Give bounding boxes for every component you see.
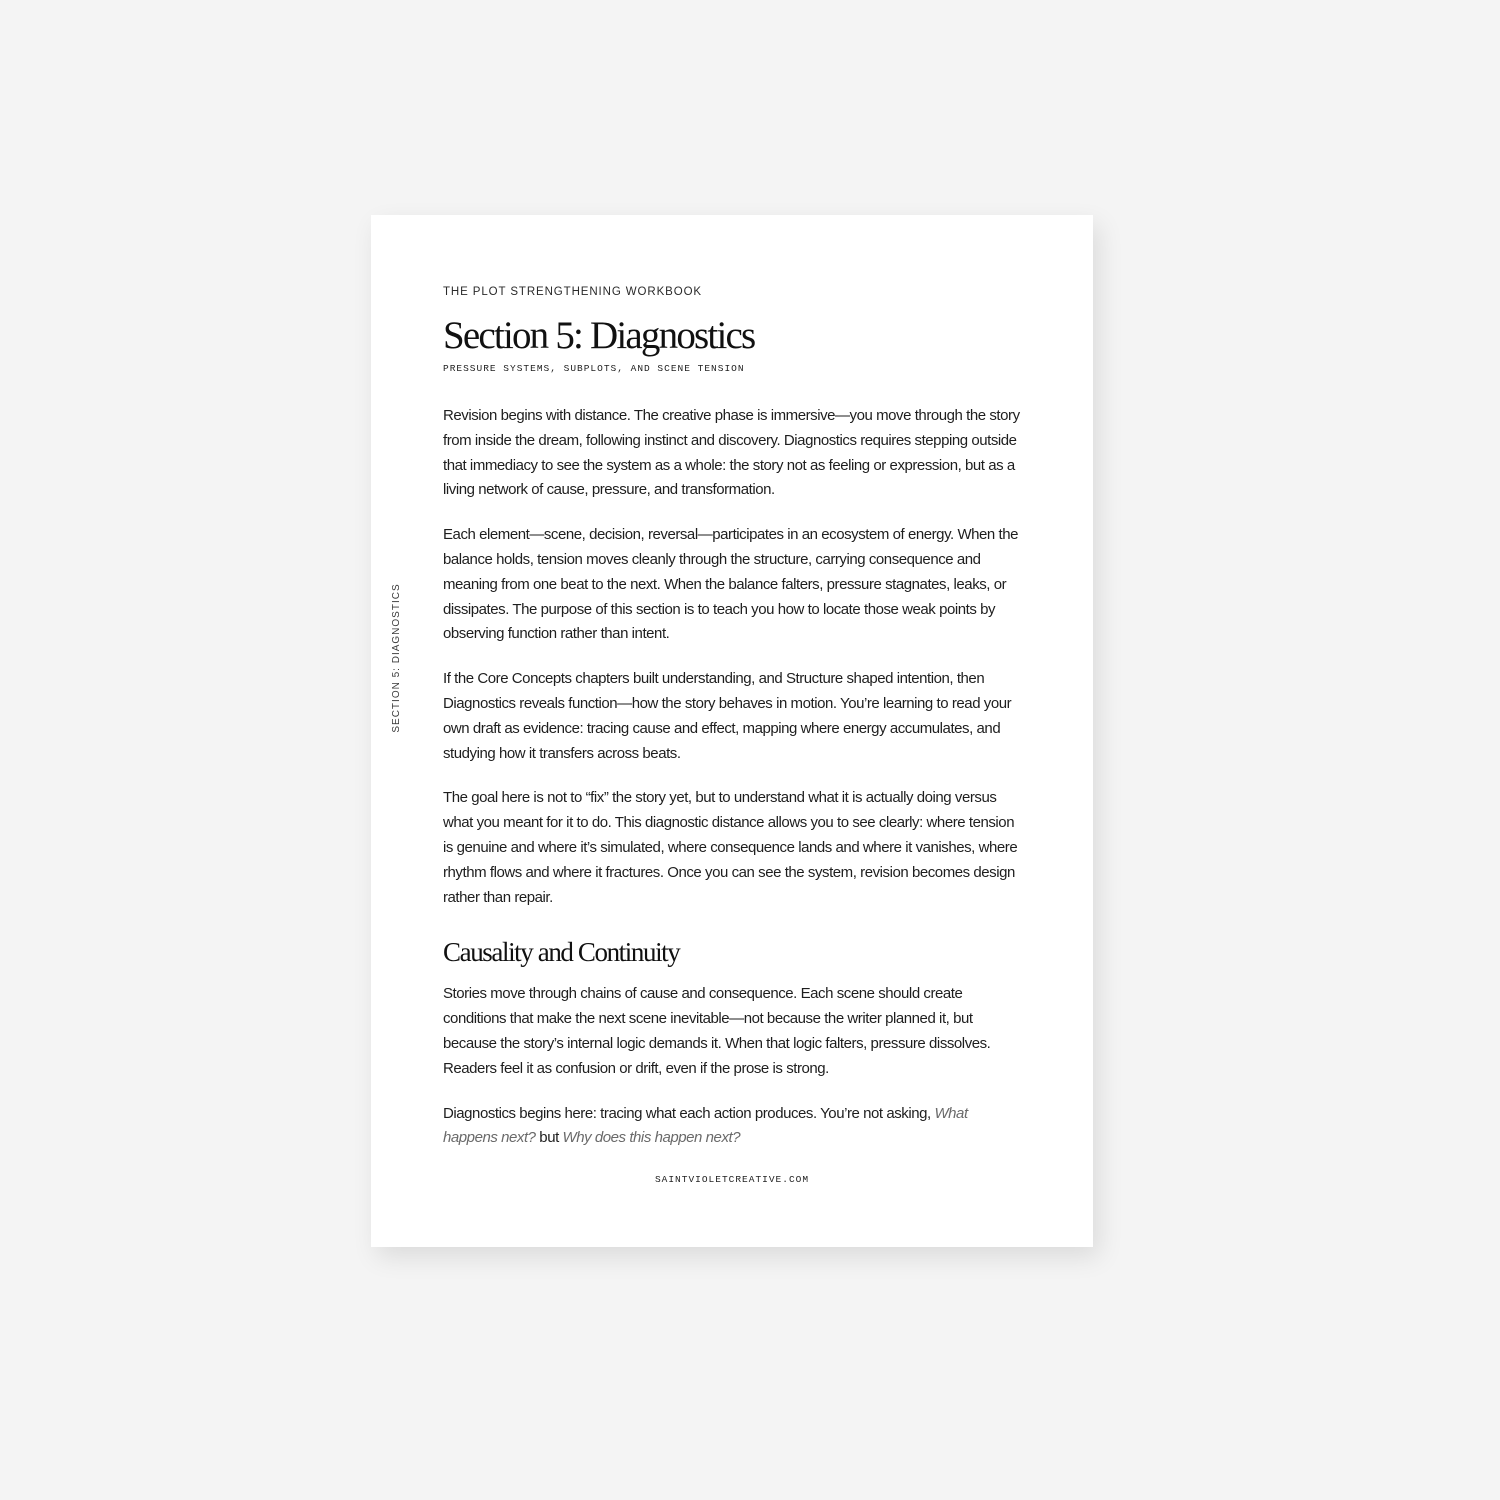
intro-paragraph: If the Core Concepts chapters built understanding, and Structure shaped intention, then Diagnostics reveals function—how the story behaves in motion. You’re learning to read your own draft as evidence: tracing cause and effect, mapping where energy accumulates, and studying how it transfers across beats.: [443, 670, 1012, 762]
page-footer: [371, 1174, 1093, 1186]
page-title: Section 5: Diagnostics: [443, 314, 755, 357]
intro-paragraph: Revision begins with distance. The creative phase is immersive—you move through the story from inside the dream, following instinct and discovery. Diagnostics requires stepping outside that immediacy to see the system as a whole: the story not as feeling or expression, but as a living network of cause, pressure, and transformation.: [443, 407, 1020, 499]
side-section-label: SECTION 5: DIAGNOSTICS: [391, 583, 402, 733]
workbook-title: THE PLOT STRENGTHENING WORKBOOK: [443, 286, 702, 298]
website-url: SAINTVIOLETCREATIVE.COM: [654, 1174, 810, 1185]
causality-paragraph-questions: [443, 1102, 1023, 1152]
causality-paragraph: Stories move through chains of cause and consequence. Each scene should create conditions that make the next scene inevitable—not because the writer planned it, but because the story’s internal logic demands it. When that logic falters, pressure dissolves. Readers feel it as confusion or drift, even if the prose is strong.: [443, 985, 991, 1077]
page-content: [443, 285, 1023, 1151]
italic-question: Why does this happen next?: [562, 1129, 741, 1147]
section-subtitle: PRESSURE SYSTEMS, SUBPLOTS, AND SCENE TENSION: [443, 363, 745, 374]
workbook-page: [371, 215, 1093, 1247]
causality-heading: Causality and Continuity: [443, 937, 680, 968]
intro-paragraph: The goal here is not to “fix” the story yet, but to understand what it is actually doing versus what you meant for it to do. This diagnostic distance allows you to see clearly: where tension is genuine and where it’s simulated, where consequence lands and where it vanishes, where rhythm flows and where it fractures. Once you can see the system, revision becomes design rather than repair.: [443, 789, 1018, 906]
paragraph-text: Diagnostics begins here: tracing what each action produces. You’re not asking,: [443, 1104, 935, 1122]
italic-question: What happens next?: [443, 1104, 968, 1147]
intro-paragraph: Each element—scene, decision, reversal—participates in an ecosystem of energy. When the balance holds, tension moves cleanly through the structure, carrying consequence and meaning from one beat to the next. When the balance falters, pressure stagnates, leaks, or dissipates. The purpose of this section is to teach you how to locate those weak points by observing function rather than intent.: [443, 526, 1019, 643]
paragraph-text: but: [535, 1129, 563, 1147]
